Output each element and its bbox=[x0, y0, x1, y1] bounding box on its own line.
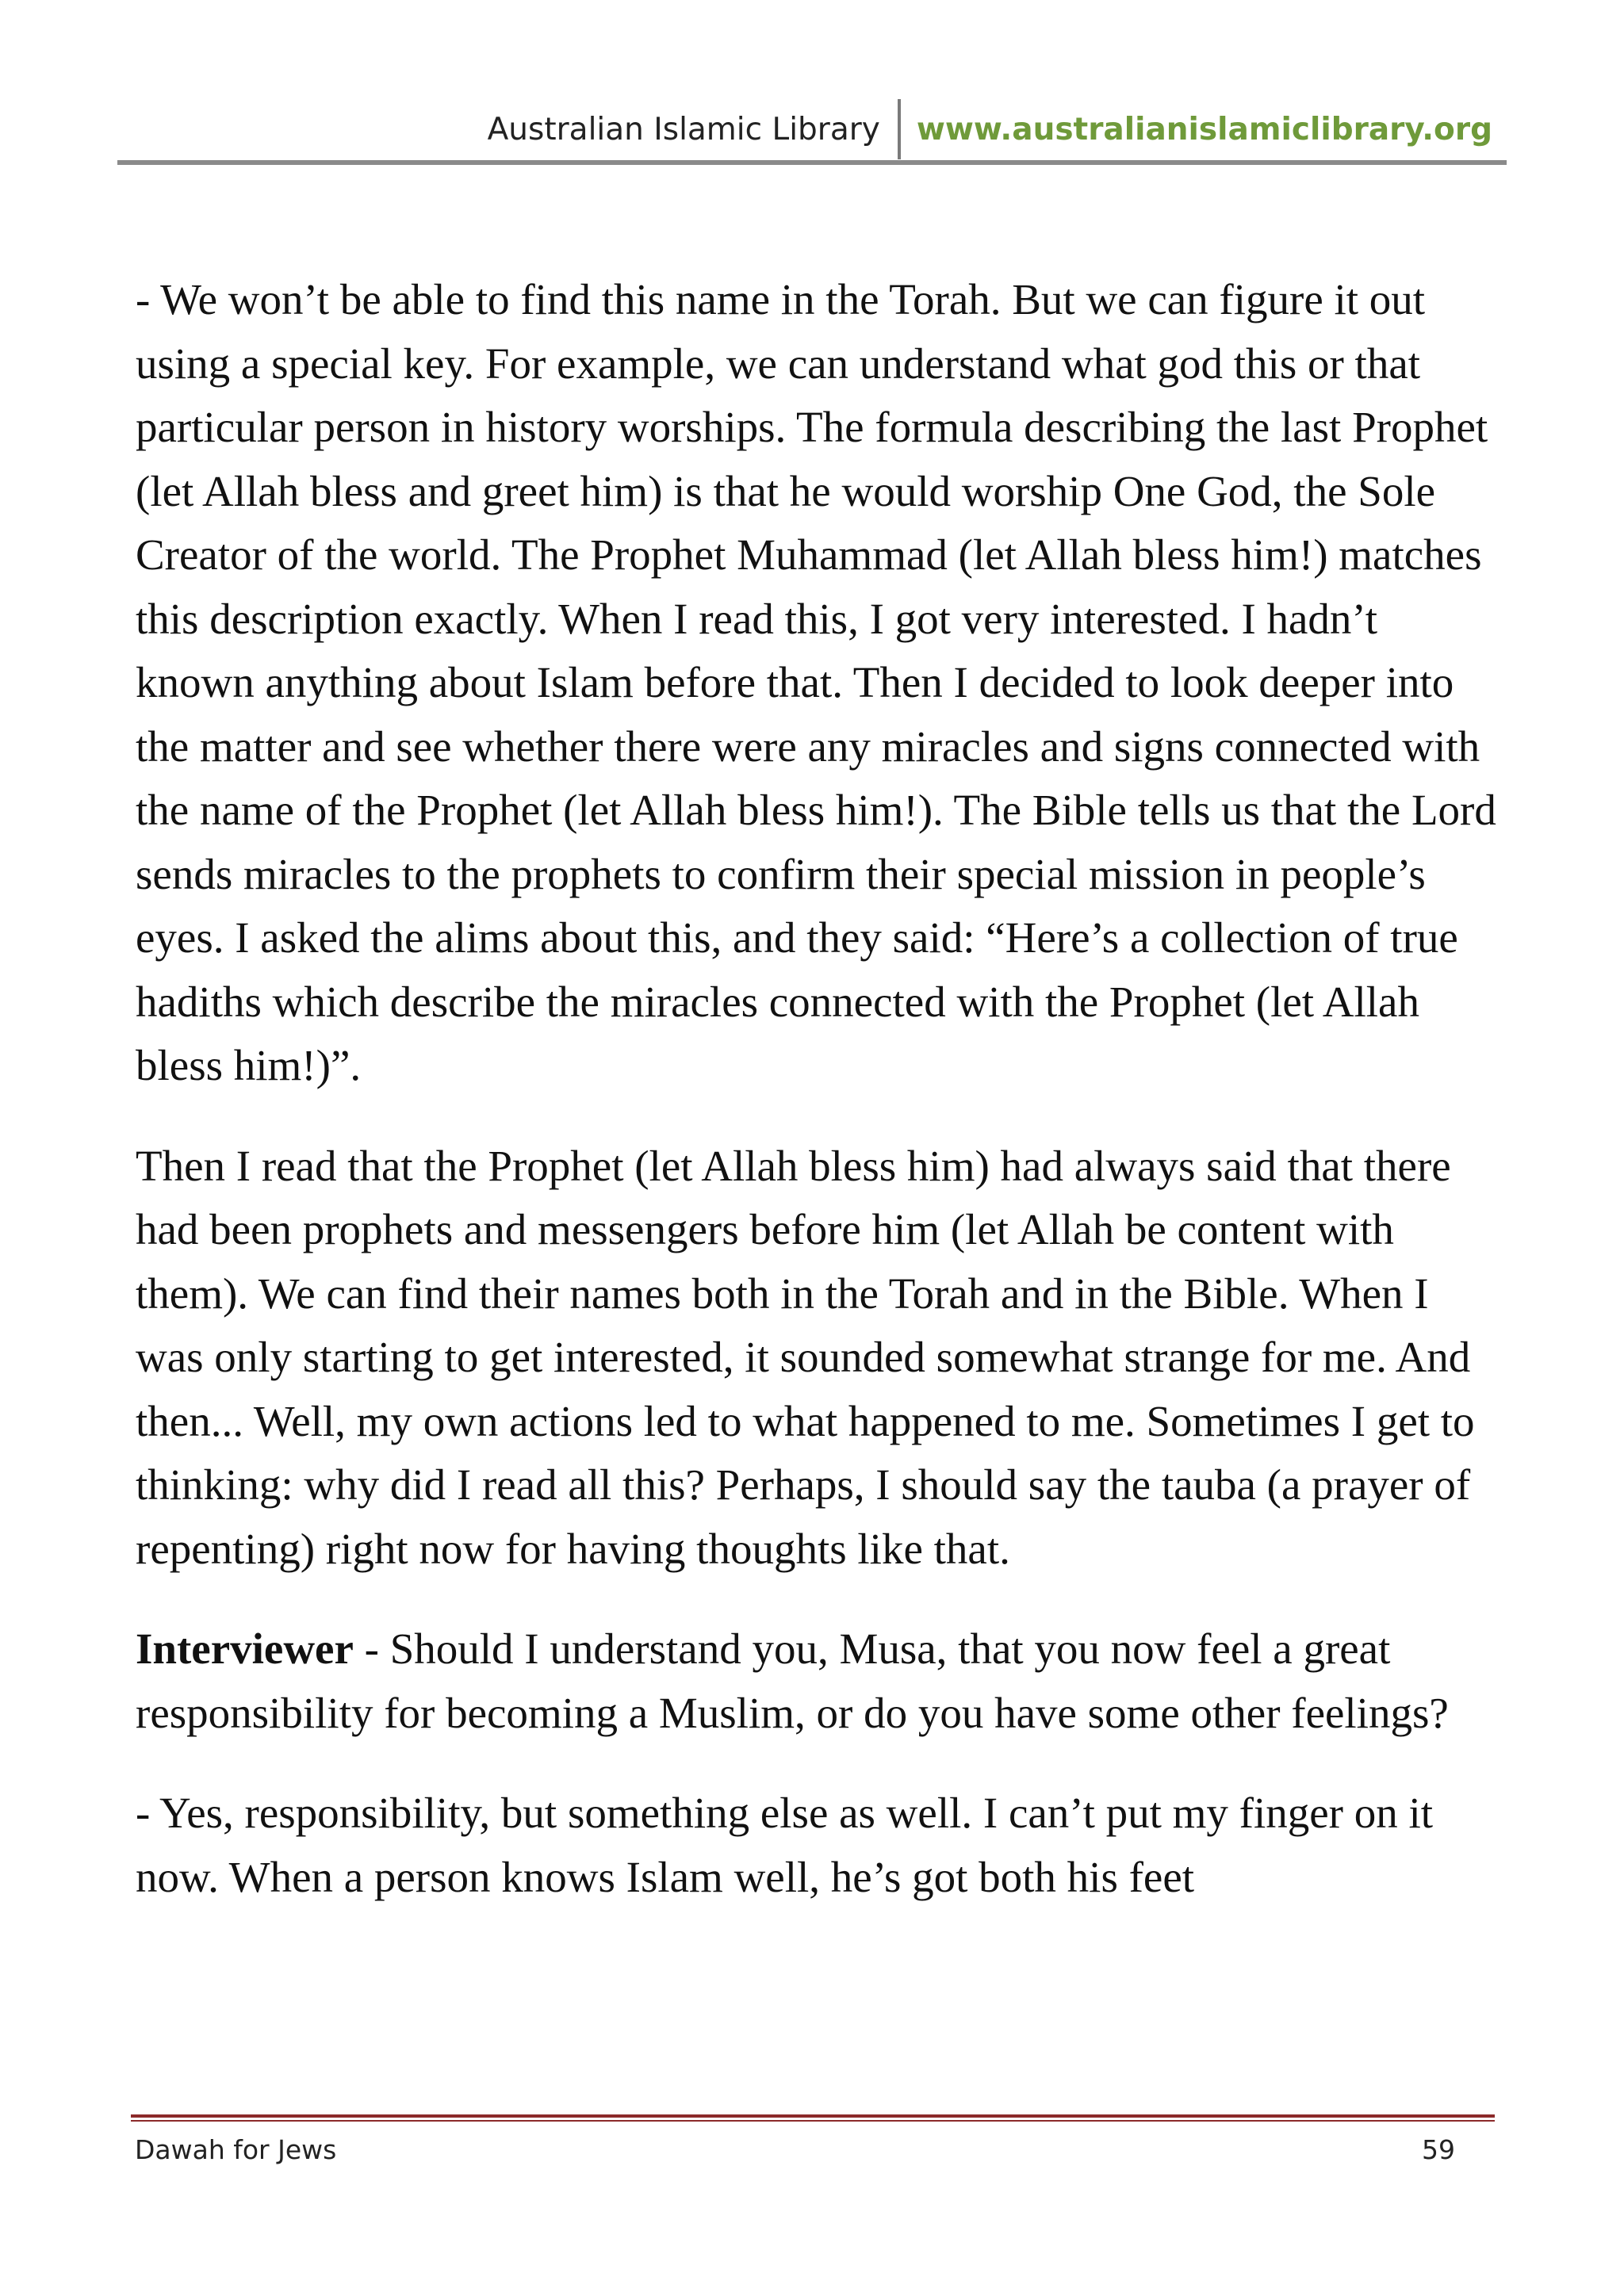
paragraph-1: - We won’t be able to find this name in the Torah. But we can figure it out using a special key. For example, we can understand what god this or that particular person in history worships. The formula describing the last Prophet (let Allah bless and greet him) is that he would worship One God, the Sole Creator of the world. The Prophet Muhammad (let Allah bless him!) matches this description exactly. When I read this, I got very interested. I hadn’t known anything about Islam before that. Then I decided to look deeper into the matter and see whether there were any miracles and signs connected with the name of the Prophet (let Allah bless him!). The Bible tells us that the Lord sends miracles to the prophets to confirm their special mission in people’s eyes. I asked the alims about this, and they said: “Here’s a collection of true hadiths which describe the miracles connected with the Prophet (let Allah bless him!)”. bbox=[136, 275, 1496, 1089]
paragraph-3-text: - Should I understand you, Musa, that you now feel a great responsibility for becoming a Muslim, or do you have some other feelings? bbox=[136, 1624, 1449, 1737]
footer-rule bbox=[131, 2114, 1495, 2118]
paragraph-2: Then I read that the Prophet (let Allah bless him) had always said that there had been prophets and messengers before him (let Allah be content with them). We can find their names both in the Torah and in the Bible. When I was only starting to get interested, it sounded somewhat strange for me. And then... Well, my own actions led to what happened to me. Sometimes I get to thinking: why did I read all this? Perhaps, I should say the tauba (a prayer of repenting) right now for having thoughts like that. bbox=[136, 1141, 1475, 1573]
footer-rule-thin bbox=[131, 2120, 1495, 2122]
paragraph-3 bbox=[136, 1617, 1498, 1745]
paragraph-4: - Yes, responsibility, but something else as well. I can’t put my finger on it now. When a person knows Islam well, he’s got both his feet bbox=[136, 1789, 1434, 1901]
library-name: Australian Islamic Library bbox=[487, 111, 880, 147]
page-number: 59 bbox=[1422, 2133, 1455, 2165]
page-footer bbox=[135, 2130, 1455, 2169]
page-header bbox=[117, 95, 1507, 163]
book-title: Dawah for Jews bbox=[135, 2133, 337, 2165]
header-rule bbox=[117, 160, 1507, 165]
library-url-link[interactable]: www.australianislamiclibrary.org bbox=[916, 111, 1492, 147]
speaker-label: Interviewer bbox=[136, 1624, 354, 1673]
document-body bbox=[136, 268, 1498, 1946]
